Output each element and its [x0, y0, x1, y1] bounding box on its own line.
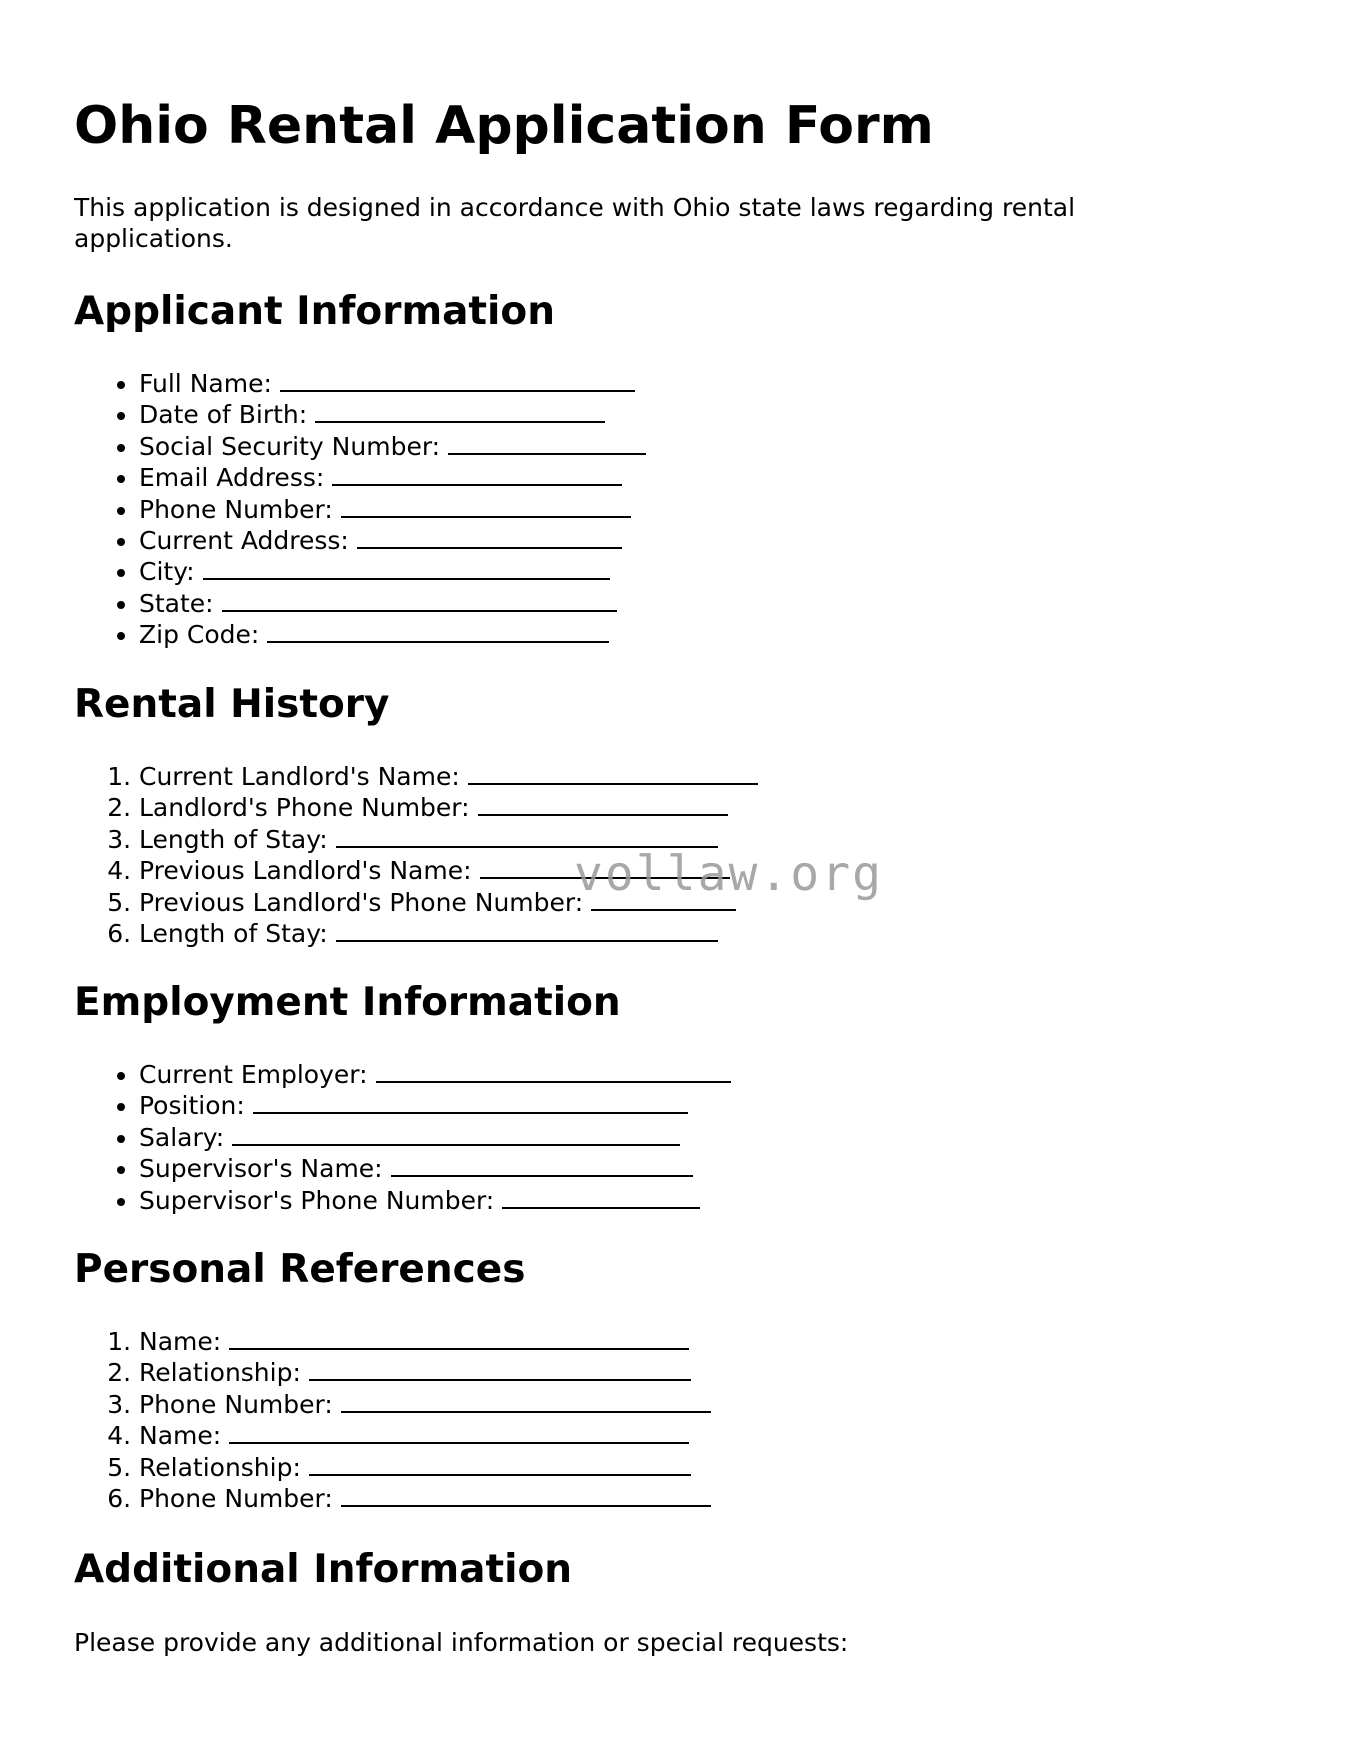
length-of-stay-1-blank[interactable] — [336, 824, 718, 848]
field-reference-phone-2: 6. Phone Number: — [139, 1483, 711, 1514]
field-supervisor-phone: • Supervisor's Phone Number: — [139, 1185, 731, 1216]
section-heading-employment: Employment Information — [74, 980, 621, 1025]
position-blank[interactable] — [253, 1090, 688, 1114]
current-landlord-name-blank[interactable] — [468, 761, 758, 785]
field-full-name: • Full Name: — [139, 368, 646, 399]
salary-blank[interactable] — [232, 1122, 680, 1146]
field-reference-relationship-1: 2. Relationship: — [139, 1357, 711, 1388]
field-state: • State: — [139, 588, 646, 619]
field-landlord-phone: 2. Landlord's Phone Number: — [139, 792, 758, 823]
field-email: • Email Address: — [139, 462, 646, 493]
additional-info-prompt: Please provide any additional information or special requests: — [74, 1628, 849, 1657]
employment-field-list — [74, 1059, 731, 1216]
section-heading-additional: Additional Information — [74, 1547, 573, 1592]
reference-relationship-1-blank[interactable] — [309, 1357, 691, 1381]
field-length-of-stay-2: 6. Length of Stay: — [139, 918, 758, 949]
supervisor-phone-blank[interactable] — [502, 1185, 700, 1209]
field-phone: • Phone Number: — [139, 494, 646, 525]
reference-phone-1-blank[interactable] — [341, 1389, 711, 1413]
field-previous-landlord-name: 4. Previous Landlord's Name: — [139, 855, 758, 886]
watermark-text: vollaw.org — [574, 846, 883, 902]
applicant-field-list — [74, 368, 646, 651]
section-heading-rental-history: Rental History — [74, 682, 390, 727]
field-current-address: • Current Address: — [139, 525, 646, 556]
page-title: Ohio Rental Application Form — [74, 96, 934, 156]
date-of-birth-blank[interactable] — [315, 399, 605, 423]
current-employer-blank[interactable] — [376, 1059, 731, 1083]
state-blank[interactable] — [222, 588, 617, 612]
supervisor-name-blank[interactable] — [391, 1153, 693, 1177]
reference-name-2-blank[interactable] — [229, 1420, 689, 1444]
field-date-of-birth: • Date of Birth: — [139, 399, 646, 430]
field-reference-name-1: 1. Name: — [139, 1326, 711, 1357]
field-position: • Position: — [139, 1090, 731, 1121]
landlord-phone-blank[interactable] — [478, 792, 728, 816]
reference-relationship-2-blank[interactable] — [309, 1452, 691, 1476]
field-supervisor-name: • Supervisor's Name: — [139, 1153, 731, 1184]
field-city: • City: — [139, 556, 646, 587]
field-reference-relationship-2: 5. Relationship: — [139, 1452, 711, 1483]
field-reference-phone-1: 3. Phone Number: — [139, 1389, 711, 1420]
field-current-employer: • Current Employer: — [139, 1059, 731, 1090]
length-of-stay-2-blank[interactable] — [336, 918, 718, 942]
field-ssn: • Social Security Number: — [139, 431, 646, 462]
field-salary: • Salary: — [139, 1122, 731, 1153]
field-length-of-stay-1: 3. Length of Stay: — [139, 824, 758, 855]
reference-name-1-blank[interactable] — [229, 1326, 689, 1350]
ssn-blank[interactable] — [448, 431, 646, 455]
city-blank[interactable] — [203, 556, 610, 580]
zip-code-blank[interactable] — [267, 619, 609, 643]
field-reference-name-2: 4. Name: — [139, 1420, 711, 1451]
full-name-blank[interactable] — [280, 368, 635, 392]
section-heading-references: Personal References — [74, 1247, 526, 1292]
reference-phone-2-blank[interactable] — [341, 1483, 711, 1507]
phone-blank[interactable] — [341, 494, 631, 518]
field-zip-code: • Zip Code: — [139, 619, 646, 650]
email-blank[interactable] — [332, 462, 622, 486]
current-address-blank[interactable] — [357, 525, 622, 549]
field-previous-landlord-phone: 5. Previous Landlord's Phone Number: — [139, 887, 758, 918]
intro-text: This application is designed in accordance with Ohio state laws regarding rental applications. — [74, 193, 1076, 253]
section-heading-applicant: Applicant Information — [74, 289, 555, 334]
references-field-list — [74, 1326, 711, 1514]
field-current-landlord-name: 1. Current Landlord's Name: — [139, 761, 758, 792]
